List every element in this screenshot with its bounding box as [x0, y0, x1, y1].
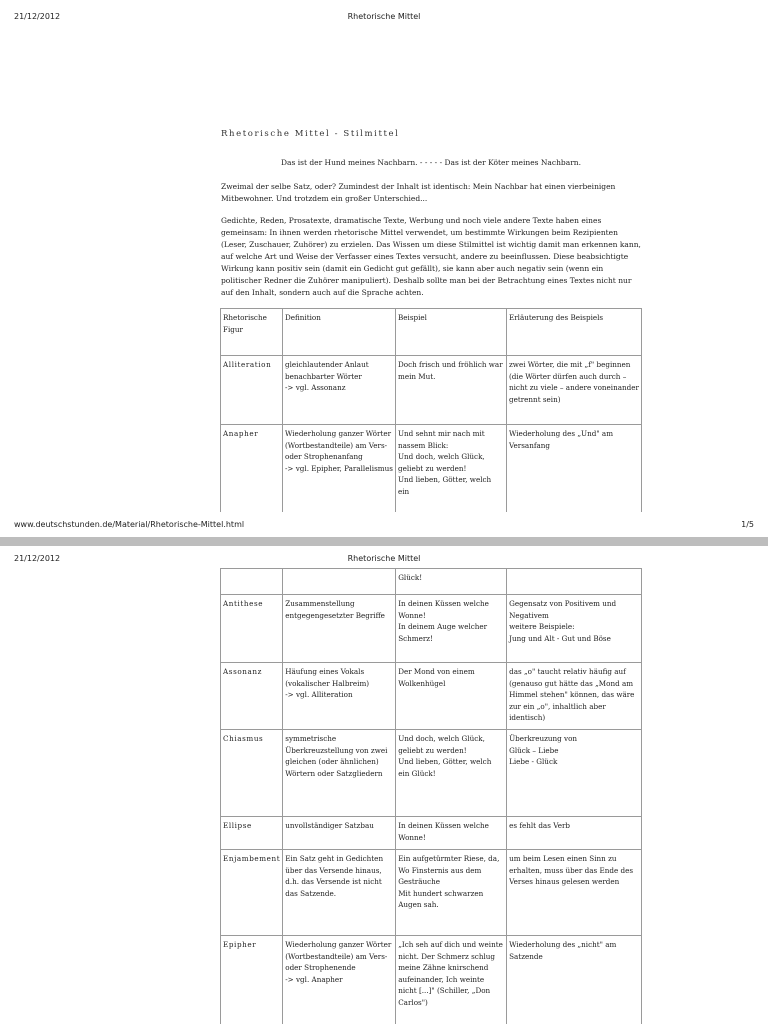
- example-cell-line: Wo Finsternis aus dem Gesträuche: [398, 865, 482, 886]
- example-cell-line: Glück!: [398, 573, 423, 582]
- figure-term: Antithese: [223, 599, 264, 608]
- example-cell: [396, 595, 507, 663]
- table-row: [221, 663, 642, 730]
- explanation-cell: [507, 936, 642, 1024]
- example-cell-line: „Ich seh auf dich und weinte nicht. Der Schmerz schlug meine Zähne knirschend aufeinander, Ich weinte nicht [...]" (Schiller, „Don Carlos"): [398, 940, 503, 1007]
- table-row: [221, 936, 642, 1024]
- explanation-cell-line: Wiederholung des „Und" am Versanfang: [509, 429, 614, 450]
- column-header: Rhetorische Figur: [221, 309, 283, 356]
- figure-cell: [221, 936, 283, 1024]
- example-sentence: Das ist der Hund meines Nachbarn. - - - - - Das ist der Köter meines Nachbarn.: [280, 158, 582, 167]
- definition-cell-line: -> vgl. Anapher: [285, 974, 343, 984]
- explanation-cell: [507, 356, 642, 425]
- definition-cell-line: Wiederholung ganzer Wörter (Wortbestandteile) am Vers- oder Strophenende: [285, 940, 392, 972]
- explanation-cell: [507, 569, 642, 595]
- explanation-cell: [507, 425, 642, 513]
- example-cell-line: In deinen Küssen welche Wonne!: [398, 821, 489, 842]
- page-2-body: [0, 568, 768, 1024]
- example-cell-line: Doch frisch und fröhlich war mein Mut.: [398, 360, 503, 381]
- explanation-cell-line: zwei Wörter, die mit „f" beginnen (die Wörter dürfen auch durch – nicht zu viele – andere voneinander getrennt sein): [509, 360, 639, 404]
- figure-cell: [221, 817, 283, 850]
- explanation-cell: [507, 850, 642, 936]
- explanation-cell-line: das „o" taucht relativ häufig auf (genauso gut hätte das „Mond am Himmel stehen" können, das wäre zur ein „o", inhaltlich aber identisch): [509, 667, 635, 722]
- definition-cell: [283, 730, 396, 817]
- source-url[interactable]: www.deutschstunden.de/Material/Rhetorische-Mittel.html: [14, 520, 245, 529]
- table-row: [221, 425, 642, 513]
- column-header: Erläuterung des Beispiels: [507, 309, 642, 356]
- figure-term: Assonanz: [223, 667, 263, 676]
- explanation-cell: [507, 663, 642, 730]
- table-row: [221, 595, 642, 663]
- example-cell: [396, 817, 507, 850]
- column-header: Definition: [283, 309, 396, 356]
- explanation-cell-line: Gegensatz von Positivem und Negativem: [509, 599, 617, 620]
- definition-cell: [283, 663, 396, 730]
- example-cell-line: Und lieben, Götter, welch ein: [398, 475, 492, 496]
- explanation-cell-line: es fehlt das Verb: [509, 821, 571, 830]
- definition-cell-line: unvollständiger Satzbau: [285, 821, 374, 830]
- print-title: Rhetorische Mittel: [347, 12, 421, 21]
- explanation-cell-line: Jung und Alt - Gut und Böse: [509, 633, 611, 643]
- explanation-cell-line: weitere Beispiele:: [509, 622, 575, 631]
- column-header: Beispiel: [396, 309, 507, 356]
- definition-cell-line: Ein Satz geht in Gedichten über das Versende hinaus, d.h. das Versende ist nicht das Satzende.: [285, 854, 384, 898]
- figure-cell: [221, 730, 283, 817]
- example-cell-line: Und sehnt mir nach mit nassem Blick:: [398, 429, 485, 450]
- explanation-cell: [507, 817, 642, 850]
- definition-cell-line: gleichlautender Anlaut benachbarter Wörter: [285, 360, 369, 381]
- table-header-row: [221, 309, 642, 356]
- figure-cell: [221, 356, 283, 425]
- explanation-cell-line: Liebe - Glück: [509, 757, 558, 766]
- page-separator: [0, 537, 768, 546]
- table-row: [221, 817, 642, 850]
- stilmittel-table: [220, 308, 642, 512]
- figure-term: Anapher: [223, 429, 259, 438]
- stilmittel-table-continued: [220, 568, 642, 1024]
- figure-term: Enjambement: [223, 854, 281, 863]
- example-cell: [396, 356, 507, 425]
- explanation-cell-line: um beim Lesen einen Sinn zu erhalten, muss über das Ende des Verses hinaus gelesen werden: [509, 854, 634, 886]
- example-cell-line: Der Mond von einem Wolkenhügel: [398, 667, 475, 688]
- document-title: Rhetorische Mittel - Stilmittel: [221, 129, 400, 139]
- print-title-2: Rhetorische Mittel: [347, 554, 421, 563]
- explanation-cell-line: Glück – Liebe: [509, 745, 559, 755]
- figure-term: Epipher: [223, 940, 257, 949]
- figure-cell: [221, 595, 283, 663]
- table-row: [221, 730, 642, 817]
- explanation-paragraph: Gedichte, Reden, Prosatexte, dramatische Texte, Werbung und noch viele andere Texte haben eines gemeinsam: In ihnen werden rhetorische Mittel verwendet, um bestimmte Wirkungen beim Rezipienten (Leser, Zuschauer, Zuhörer) zu erzielen. Das Wissen um diese Stilmittel ist wichtig damit man erkennen kann, auf welche Art und Weise der Verfasser eines Textes versucht, andere zu beeinflussen. Diese beabsichtigte Wirkung kann positiv sein (damit ein Gedicht gut gefällt), sie kann aber auch negativ sein (wenn ein politischer Redner die Zuhörer manipuliert). Deshalb sollte man bei der Betrachtung eines Textes nicht nur auf den Inhalt, sondern auch auf die Sprache achten.: [221, 216, 641, 297]
- example-cell-line: Und doch, welch Glück, geliebt zu werden!: [398, 452, 485, 473]
- table-row: [221, 569, 642, 595]
- definition-cell: [283, 356, 396, 425]
- figure-cell: [221, 850, 283, 936]
- definition-cell: [283, 569, 396, 595]
- figure-term: Chiasmus: [223, 734, 264, 743]
- example-cell: [396, 730, 507, 817]
- definition-cell-line: -> vgl. Assonanz: [285, 383, 346, 392]
- table-row: [221, 850, 642, 936]
- table-row: [221, 356, 642, 425]
- figure-cell: [221, 425, 283, 513]
- definition-cell: [283, 817, 396, 850]
- page-number: 1/5: [741, 520, 754, 529]
- definition-cell-line: -> vgl. Alliteration: [285, 690, 353, 699]
- explanation-cell: [507, 595, 642, 663]
- example-cell-line: In deinen Küssen welche Wonne!: [398, 599, 489, 620]
- example-cell-line: Ein aufgetürmter Riese, da,: [398, 854, 500, 863]
- definition-cell-line: symmetrische Überkreuzstellung von zwei gleichen (oder ähnlichen) Wörtern oder Satzgliedern: [285, 734, 388, 778]
- figure-cell: [221, 569, 283, 595]
- definition-cell: [283, 425, 396, 513]
- example-cell: [396, 850, 507, 936]
- definition-cell: [283, 936, 396, 1024]
- example-cell: [396, 936, 507, 1024]
- figure-term: Ellipse: [223, 821, 252, 830]
- intro-paragraph: Zweimal der selbe Satz, oder? Zumindest der Inhalt ist identisch: Mein Nachbar hat einen vierbeinigen Mitbewohner. Und trotzdem ein großer Unterschied...: [221, 182, 616, 203]
- example-cell: [396, 569, 507, 595]
- print-date-2: 21/12/2012: [14, 554, 61, 563]
- example-cell: [396, 663, 507, 730]
- example-cell-line: Und lieben, Götter, welch ein Glück!: [398, 757, 492, 778]
- example-cell-line: In deinem Auge welcher Schmerz!: [398, 622, 488, 643]
- example-cell-line: Und doch, welch Glück, geliebt zu werden!: [398, 734, 485, 755]
- definition-cell: [283, 595, 396, 663]
- definition-cell-line: Häufung eines Vokals (vokalischer Halbreim): [285, 667, 370, 688]
- figure-cell: [221, 663, 283, 730]
- definition-cell-line: -> vgl. Epipher, Parallelismus: [285, 463, 393, 473]
- figure-term: Alliteration: [223, 360, 272, 369]
- definition-cell-line: Zusammenstellung entgegengesetzter Begriffe: [285, 599, 385, 620]
- explanation-cell: [507, 730, 642, 817]
- example-cell: [396, 425, 507, 513]
- explanation-cell-line: Überkreuzung von: [509, 734, 578, 743]
- print-date: 21/12/2012: [14, 12, 61, 21]
- definition-cell: [283, 850, 396, 936]
- definition-cell-line: Wiederholung ganzer Wörter (Wortbestandteile) am Vers- oder Strophenanfang: [285, 429, 392, 461]
- explanation-cell-line: Wiederholung des „nicht" am Satzende: [509, 940, 617, 961]
- example-cell-line: Mit hundert schwarzen Augen sah.: [398, 888, 484, 909]
